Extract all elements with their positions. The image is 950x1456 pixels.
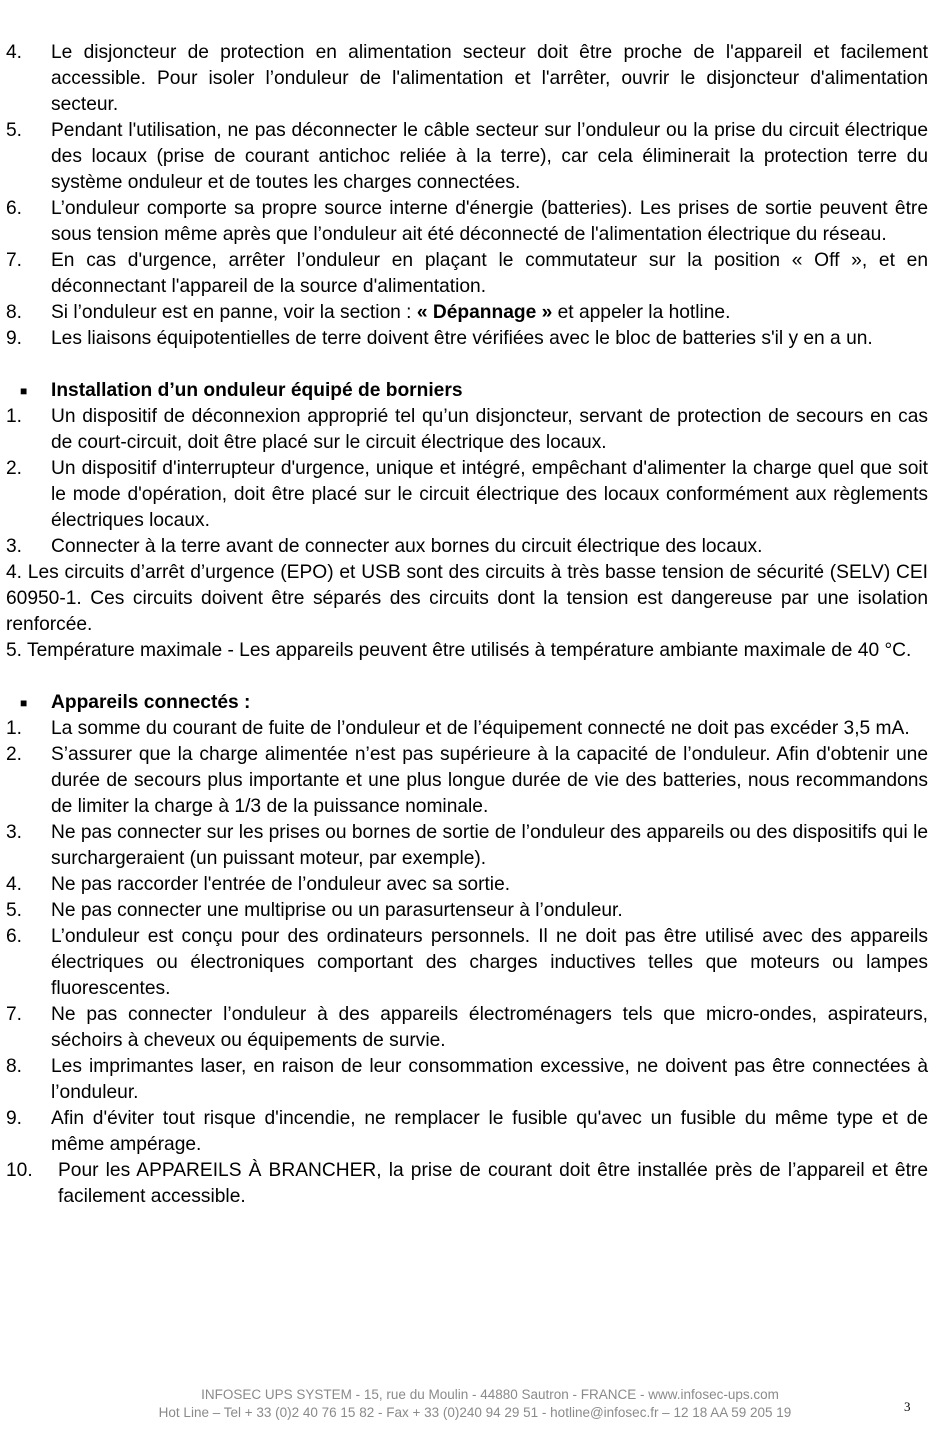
item-text: Ne pas connecter sur les prises ou bornes de sortie de l’onduleur des appareils ou des dispositifs qui le surchargeraient (un puissant moteur, par exemple). xyxy=(51,822,928,869)
item-number: 5. xyxy=(6,900,23,921)
item-number: 3. xyxy=(6,822,23,843)
paragraph: 4. Les circuits d’arrêt d’urgence (EPO) et USB sont des circuits à très basse tension de sécurité (SELV) CEI 60950-1. Ces circuits doivent être séparés des circuits dont la tension est dangereuse par une isolation renforcée. xyxy=(6,562,928,635)
list-item xyxy=(6,248,928,300)
spacer xyxy=(6,664,928,690)
list-item xyxy=(6,820,928,872)
footer-contact-line: Hot Line – Tel + 33 (0)2 40 76 15 82 - Fax + 33 (0)240 94 29 51 - hotline@infosec.fr – 12 18 AA 59 205 19 xyxy=(158,1405,792,1420)
square-bullet-icon: ■ xyxy=(20,696,28,710)
list-item xyxy=(6,118,928,196)
item-number: 2. xyxy=(6,744,23,765)
list-item xyxy=(6,1002,928,1054)
item-number: 6. xyxy=(6,926,23,947)
item-text xyxy=(51,300,928,326)
item-number: 6. xyxy=(6,198,23,219)
page-footer xyxy=(0,1386,950,1422)
list-item xyxy=(6,716,928,742)
item-number: 7. xyxy=(6,250,23,271)
item-text: Un dispositif de déconnexion approprié tel qu’un disjoncteur, servant de protection de secours en cas de court-circuit, doit être placé sur le circuit électrique des locaux. xyxy=(51,406,928,453)
item-text: Pour les APPAREILS À BRANCHER, la prise de courant doit être installée près de l’appareil et être facilement accessible. xyxy=(58,1160,928,1207)
list-item xyxy=(6,326,928,352)
item-number: 1. xyxy=(6,406,23,427)
square-bullet-icon: ■ xyxy=(20,384,28,398)
page-content xyxy=(6,40,928,1210)
item-text: Ne pas raccorder l'entrée de l’onduleur avec sa sortie. xyxy=(51,874,511,895)
item-text-post: et appeler la hotline. xyxy=(552,302,731,323)
item-number: 2. xyxy=(6,458,23,479)
list-item xyxy=(6,40,928,118)
item-number: 1. xyxy=(6,718,23,739)
item-text: Afin d'éviter tout risque d'incendie, ne remplacer le fusible qu'avec un fusible du même type et de même ampérage. xyxy=(51,1108,928,1155)
item-text: Ne pas connecter une multiprise ou un parasurtenseur à l’onduleur. xyxy=(51,900,623,921)
spacer xyxy=(6,352,928,378)
list-item xyxy=(6,196,928,248)
list-item xyxy=(6,872,928,898)
item-text: L’onduleur est conçu pour des ordinateurs personnels. Il ne doit pas être utilisé avec des appareils électriques ou électroniques comportant des charges inductives telles que moteurs ou lampes fluorescentes. xyxy=(51,926,928,999)
page-number: 3 xyxy=(904,1399,911,1414)
item-text: S’assurer que la charge alimentée n’est pas supérieure à la capacité de l’onduleur. Afin d'obtenir une durée de secours plus importante et une plus longue durée de vie des batteries, nous recommandons de limiter la charge à 1/3 de la puissance nominale. xyxy=(51,744,928,817)
list-item xyxy=(6,456,928,534)
list-item xyxy=(6,534,928,560)
item-text: Les liaisons équipotentielles de terre doivent être vérifiées avec le bloc de batteries s'il y en a un. xyxy=(51,328,873,349)
item-text: Les imprimantes laser, en raison de leur consommation excessive, ne doivent pas être connectées à l’onduleur. xyxy=(51,1056,928,1103)
item-number: 4. xyxy=(6,42,23,63)
paragraph: 5. Température maximale - Les appareils peuvent être utilisés à température ambiante maximale de 40 °C. xyxy=(6,640,912,661)
item-text: Pendant l'utilisation, ne pas déconnecter le câble secteur sur l’onduleur ou la prise du circuit électrique des locaux (prise de courant antichoc reliée à la terre), car cela éliminerait la protection terre du système onduleur et de toutes les charges connectées. xyxy=(51,120,928,193)
item-number: 10. xyxy=(6,1160,33,1181)
list-item xyxy=(6,924,928,1002)
item-text: Connecter à la terre avant de connecter aux bornes du circuit électrique des locaux. xyxy=(51,536,763,557)
item-number: 5. xyxy=(6,120,23,141)
section-reference: « Dépannage » xyxy=(416,302,553,323)
item-text: Ne pas connecter l’onduleur à des appareils électroménagers tels que micro-ondes, aspirateurs, séchoirs à cheveux ou équipements de survie. xyxy=(51,1004,928,1051)
list-item xyxy=(6,1106,928,1158)
footer-company-line: INFOSEC UPS SYSTEM - 15, rue du Moulin - 44880 Sautron - FRANCE - www.infosec-ups.com xyxy=(201,1387,779,1402)
section-heading-text: Installation d’un onduleur équipé de borniers xyxy=(51,380,463,401)
item-text: L’onduleur comporte sa propre source interne d'énergie (batteries). Les prises de sortie peuvent être sous tension même après que l’onduleur ait été déconnecté de l'alimentation électrique du réseau. xyxy=(51,198,928,245)
item-number: 8. xyxy=(6,302,23,323)
list-item xyxy=(6,1158,928,1210)
list-item xyxy=(6,898,928,924)
item-text-pre: Si l’onduleur est en panne, voir la section : xyxy=(51,302,417,323)
item-number: 3. xyxy=(6,536,23,557)
item-text: La somme du courant de fuite de l’onduleur et de l’équipement connecté ne doit pas excéder 3,5 mA. xyxy=(51,718,910,739)
item-number: 7. xyxy=(6,1004,23,1025)
item-number: 9. xyxy=(6,1108,23,1129)
list-item xyxy=(6,742,928,820)
section-heading xyxy=(6,690,928,716)
item-number: 8. xyxy=(6,1056,23,1077)
item-number: 9. xyxy=(6,328,23,349)
list-item xyxy=(6,300,928,326)
section-heading-text: Appareils connectés : xyxy=(51,692,251,713)
list-item xyxy=(6,404,928,456)
item-text: En cas d'urgence, arrêter l’onduleur en plaçant le commutateur sur la position « Off », et en déconnectant l'appareil de la source d'alimentation. xyxy=(51,250,928,297)
item-number: 4. xyxy=(6,874,23,895)
item-text: Un dispositif d'interrupteur d'urgence, unique et intégré, empêchant d'alimenter la charge quel que soit le mode d'opération, doit être placé sur le circuit électrique des locaux conformément aux règlements électriques locaux. xyxy=(51,458,928,531)
section-heading xyxy=(6,378,928,404)
item-text: Le disjoncteur de protection en alimentation secteur doit être proche de l'appareil et facilement accessible. Pour isoler l’onduleur de l'alimentation et l'arrêter, ouvrir le disjoncteur d'alimentation secteur. xyxy=(51,42,928,115)
list-item xyxy=(6,1054,928,1106)
